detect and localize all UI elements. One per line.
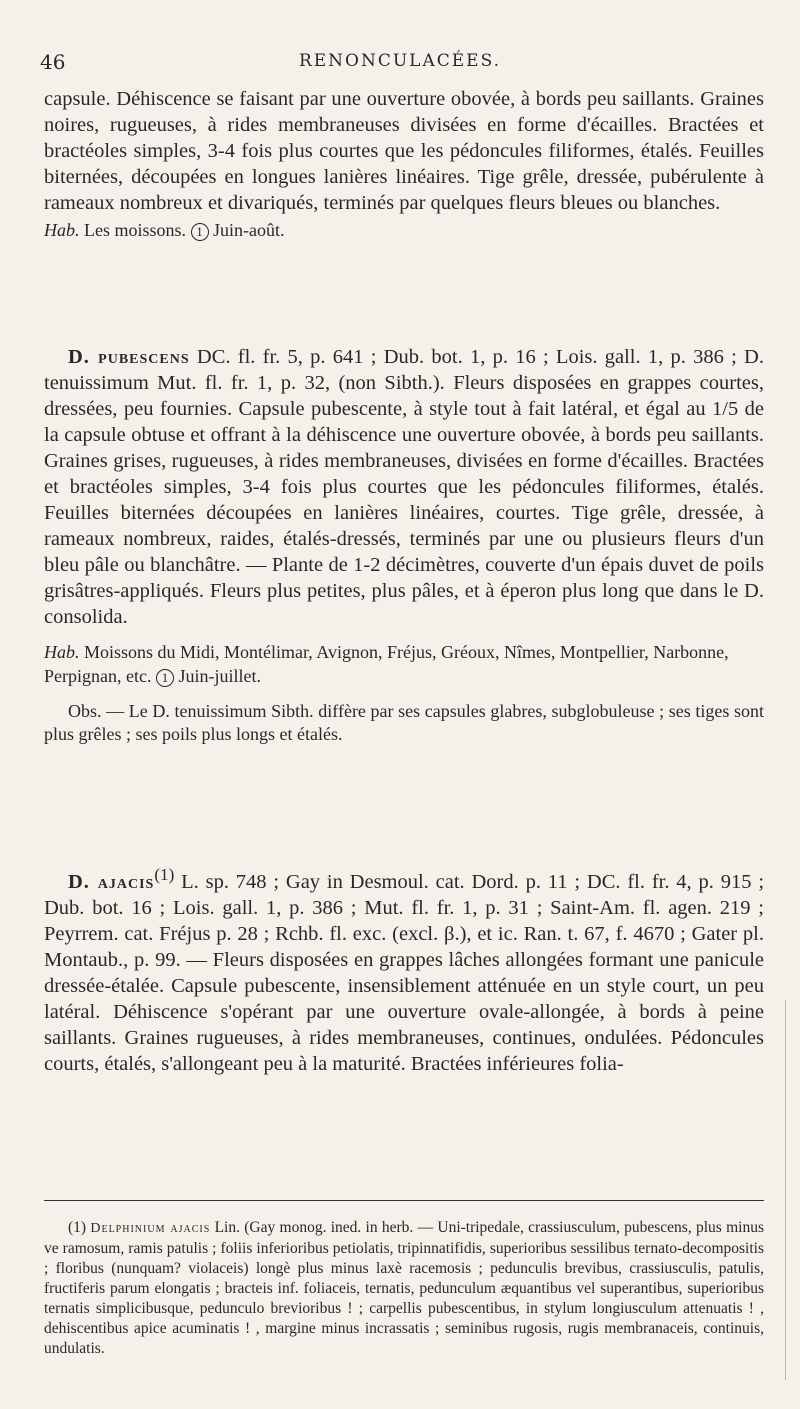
- hab-label: Hab.: [44, 642, 80, 662]
- footnote-ref: (1): [68, 1219, 87, 1236]
- hab-text: Les moissons.: [84, 220, 187, 240]
- obs-label: Obs. —: [68, 701, 125, 721]
- footnote-text: Lin. (Gay monog. ined. in herb. — Uni-tripedale, crassiusculum, pubescens, plus minus ve ramosum, ramis patulis ; foliis inferioribus petiolatis, tripinnatifidis, superioribus sessilibus ternato-decompositis ; floribus (nunquam? violaceis) longè plus minus laxè racemosis ; pedunculis brevibus, crassiusculis, patulis, fructiferis parum elongatis ; bracteis inf. foliaceis, ternatis, pedunculum æquantibus vel superantibus, superioribus ternatis simplicibusque, pedunculo brevioribus ! ; carpellis pubescentibus, in stylum longiusculum attenuatis ! , dehiscentibus apice acuminatis ! , margine minus incrassatis ; seminibus rugosis, rugis membranaceis, continuis, undulatis.: [44, 1219, 765, 1357]
- intro-paragraph: capsule. Déhiscence se faisant par une ouverture obovée, à bords peu saillants. Graines noires, rugueuses, à rides membraneuses divisées en forme d'écailles. Bractées et bractéoles simples, 3-4 fois plus courtes que les pédoncules filiformes, étalés. Feuilles biternées, découpées en longues lanières linéaires. Tige grêle, dressée, pubérulente à rameaux nombreux et divariqués, terminés par quelques fleurs bleues ou blanches.: [44, 88, 764, 214]
- footnote-genus: Delphinium ajacis: [90, 1221, 211, 1236]
- ajacis-paragraph: [44, 862, 764, 1077]
- running-head: RENONCULACÉES.: [298, 51, 502, 71]
- intro-block: [44, 86, 764, 242]
- page-edge-shadow: [785, 1000, 786, 1380]
- pubescens-habitat: [44, 640, 764, 688]
- footnote-ref: (1): [154, 865, 175, 884]
- species-heading: D. pubescens: [68, 346, 190, 368]
- pubescens-text: DC. fl. fr. 5, p. 641 ; Dub. bot. 1, p. 16 ; Lois. gall. 1, p. 386 ; D. tenuissimum Mut. fl. fr. 1, p. 32, (non Sibth.). Fleurs disposées en grappes courtes, dressées, peu fournies. Capsule pubescente, à style tout à fait latéral, et égal au 1/5 de la capsule obtuse et offrant à la déhiscence une ouverture obovée, à bords peu saillants. Graines grises, rugueuses, à rides membraneuses, divisées en forme d'écailles. Bractées et bractéoles simples, 3-4 fois plus courtes que les pédoncules filiformes, étalés. Feuilles biternées découpées en lanières linéaires, courtes. Tige grêle, dressée, à rameaux nombreux, raides, étalés-dressés, terminés par une ou plusieurs fleurs d'un bleu pâle ou blanchâtre. — Plante de 1-2 décimètres, couverte d'un épais duvet de poils grisâtres-appliqués. Fleurs plus petites, plus pâles, et à éperon plus long que dans le D. consolida.: [44, 346, 764, 628]
- ajacis-text: L. sp. 748 ; Gay in Desmoul. cat. Dord. p. 11 ; DC. fl. fr. 4, p. 915 ; Dub. bot. 16 ; Lois. gall. 1, p. 386 ; Mut. fl. fr. 1, p. 31 ; Saint-Am. fl. agen. 219 ; Peyrrem. cat. Fréjus p. 28 ; Rchb. fl. exc. (excl. β.), et ic. Ran. t. 67, f. 4670 ; Gater pl. Montaub., p. 99. — Fleurs disposées en grappes lâches allongées formant une panicule dressée-étalée. Capsule pubescente, insensiblement atténuée en un style court, un peu latéral. Déhiscence s'opérant par une ouverture ovale-allongée, à bords à peine saillants. Graines rugueuses, à rides membraneuses, continues, ondulées. Pédoncules courts, étalés, s'allongeant peu à la maturité. Bractées inférieures folia-: [44, 870, 765, 1075]
- footnote: [44, 1218, 764, 1359]
- hab-label: Hab.: [44, 220, 80, 240]
- page-header: [40, 50, 760, 80]
- annual-symbol-icon: 1: [191, 223, 209, 241]
- pubescens-block: [44, 344, 764, 746]
- ajacis-block: [44, 862, 764, 1077]
- species-heading: D. ajacis: [68, 870, 155, 893]
- annual-symbol-icon: 1: [156, 669, 174, 687]
- footnote-rule: [44, 1200, 764, 1201]
- hab-period: Juin-août.: [213, 220, 285, 240]
- hab-period: Juin-juillet.: [178, 666, 261, 686]
- pubescens-paragraph: [44, 344, 764, 630]
- observation: [44, 700, 764, 746]
- page-number: 46: [40, 50, 66, 74]
- obs-text: Le D. tenuissimum Sibth. diffère par ses capsules glabres, subglobuleuse ; ses tiges sont plus grêles ; ses poils plus longs et étalés.: [44, 701, 765, 744]
- hab-text: Moissons du Midi, Montélimar, Avignon, Fréjus, Gréoux, Nîmes, Montpellier, Narbonne, Perpignan, etc.: [44, 642, 729, 686]
- intro-habitat: [44, 218, 764, 242]
